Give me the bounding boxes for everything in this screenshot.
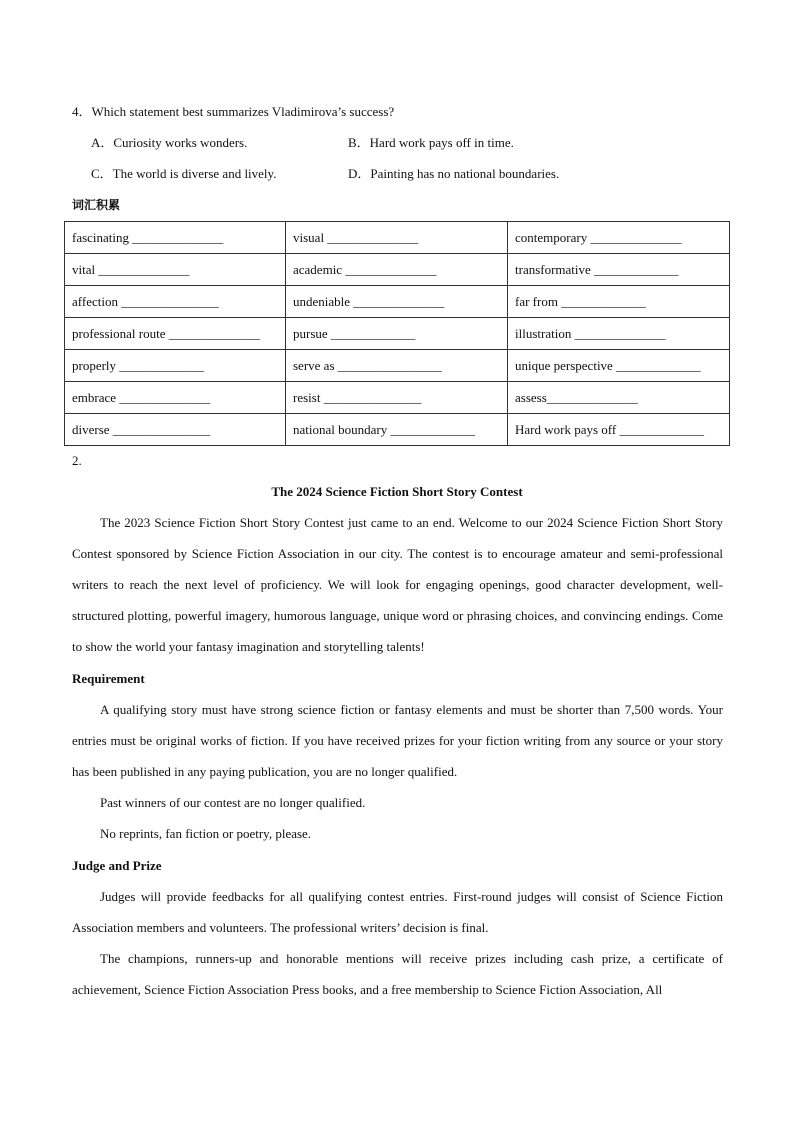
vocab-cell: serve as ________________ bbox=[286, 350, 508, 382]
requirement-paragraph: A qualifying story must have strong science fiction or fantasy elements and must be shorter than 7,500 words. Your entries must be original works of fiction. If you have received prizes for your fiction writing from any source or your story has been published in any paying publication, you are no longer qualified. bbox=[72, 702, 723, 779]
vocab-cell: pursue _____________ bbox=[286, 318, 508, 350]
vocab-cell: vital ______________ bbox=[65, 254, 286, 286]
vocab-cell: embrace ______________ bbox=[65, 382, 286, 414]
option-c: C．The world is diverse and lively. bbox=[91, 166, 277, 181]
vocab-cell: unique perspective _____________ bbox=[508, 350, 730, 382]
option-b: B．Hard work pays off in time. bbox=[348, 135, 514, 150]
vocab-table bbox=[64, 221, 730, 446]
table-row bbox=[65, 254, 730, 286]
requirement-paragraph-2: Past winners of our contest are no longer qualified. bbox=[100, 795, 366, 810]
table-row bbox=[65, 350, 730, 382]
question-stem: 4．Which statement best summarizes Vladimirova’s success? bbox=[72, 104, 395, 119]
vocab-cell: transformative _____________ bbox=[508, 254, 730, 286]
vocab-cell: professional route ______________ bbox=[65, 318, 286, 350]
option-d: D．Painting has no national boundaries. bbox=[348, 166, 560, 181]
table-row bbox=[65, 286, 730, 318]
article-title: The 2024 Science Fiction Short Story Contest bbox=[271, 484, 523, 499]
vocab-heading: 词汇积累 bbox=[72, 198, 121, 212]
table-row bbox=[65, 318, 730, 350]
table-row bbox=[65, 222, 730, 254]
vocab-cell: resist _______________ bbox=[286, 382, 508, 414]
vocab-cell: academic ______________ bbox=[286, 254, 508, 286]
vocab-cell: illustration ______________ bbox=[508, 318, 730, 350]
requirement-paragraph-3: No reprints, fan fiction or poetry, please. bbox=[100, 826, 312, 841]
table-row bbox=[65, 382, 730, 414]
judge-paragraph: Judges will provide feedbacks for all qualifying contest entries. First-round judges will consist of Science Fiction Association members and volunteers. The professional writers’ decision is final. bbox=[72, 889, 723, 935]
vocab-cell: undeniable ______________ bbox=[286, 286, 508, 318]
vocab-cell: fascinating ______________ bbox=[65, 222, 286, 254]
vocab-cell: national boundary _____________ bbox=[286, 414, 508, 446]
vocab-cell: Hard work pays off _____________ bbox=[508, 414, 730, 446]
intro-paragraph: The 2023 Science Fiction Short Story Contest just came to an end. Welcome to our 2024 Science Fiction Short Story Contest sponsored by Science Fiction Association in our city. The contest is to encourage amateur and semi-professional writers to reach the next level of proficiency. We will look for engaging openings, good character development, well-structured plotting, powerful imagery, humorous language, unique word or phrasing choices, and convincing endings. Come to show the world your fantasy imagination and storytelling talents! bbox=[72, 515, 723, 654]
vocab-cell: diverse _______________ bbox=[65, 414, 286, 446]
vocab-cell: far from _____________ bbox=[508, 286, 730, 318]
vocab-cell: contemporary ______________ bbox=[508, 222, 730, 254]
vocab-cell: visual ______________ bbox=[286, 222, 508, 254]
prize-paragraph: The champions, runners-up and honorable mentions will receive prizes including cash prize, a certificate of achievement, Science Fiction Association Press books, and a free membership to Science Fiction Association, All bbox=[72, 951, 723, 997]
vocab-cell: assess______________ bbox=[508, 382, 730, 414]
requirement-heading: Requirement bbox=[72, 671, 145, 686]
judge-heading: Judge and Prize bbox=[72, 858, 162, 873]
vocab-cell: properly _____________ bbox=[65, 350, 286, 382]
vocab-cell: affection _______________ bbox=[65, 286, 286, 318]
table-row bbox=[65, 414, 730, 446]
section-number: 2. bbox=[72, 453, 82, 468]
option-a: A．Curiosity works wonders. bbox=[91, 135, 248, 150]
